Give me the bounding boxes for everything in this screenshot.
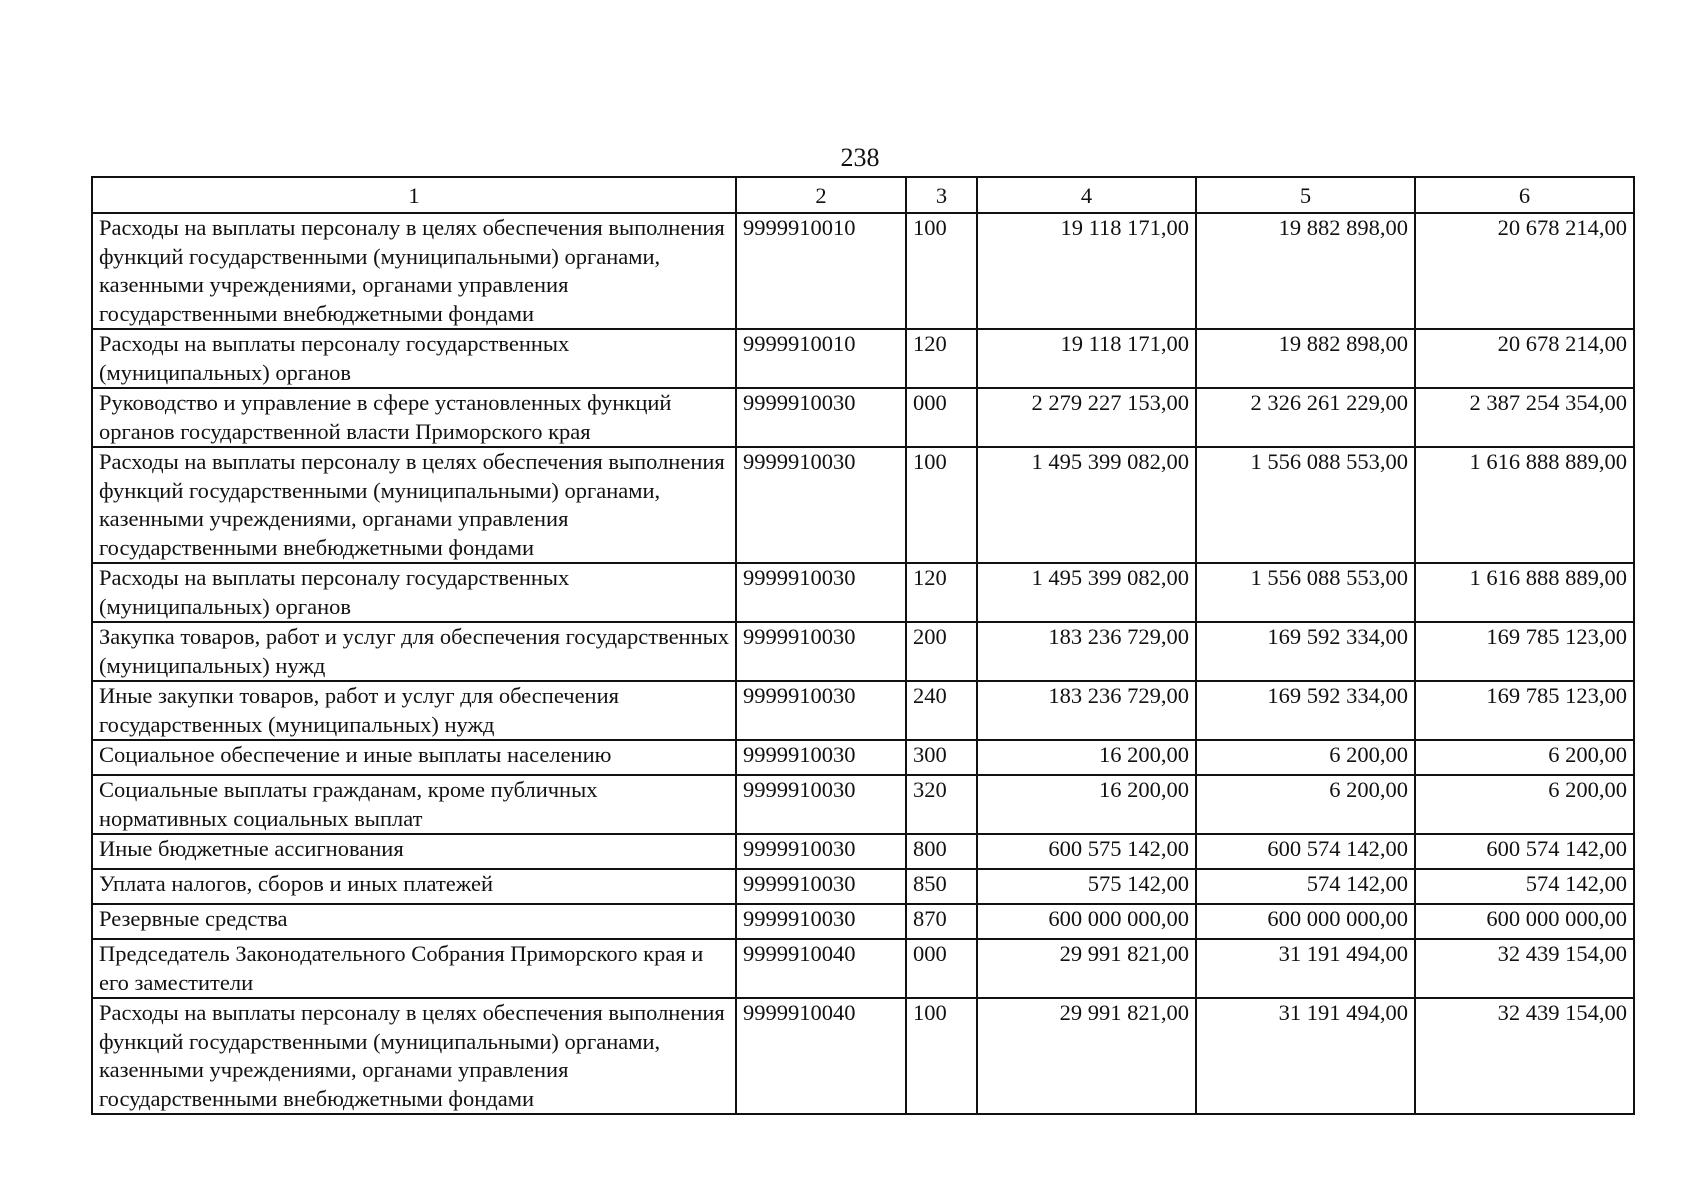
page-number: 238 <box>840 143 880 172</box>
expense-name-cell: Председатель Законодательного Собрания Приморского края и его заместители <box>92 939 736 998</box>
amount-year-1-cell: 600 000 000,00 <box>977 904 1196 939</box>
amount-year-3-cell: 600 000 000,00 <box>1415 904 1634 939</box>
target-code-cell: 9999910030 <box>736 447 906 563</box>
expense-name-cell: Уплата налогов, сборов и иных платежей <box>92 869 736 904</box>
expense-name-cell: Расходы на выплаты персоналу государственных (муниципальных) органов <box>92 563 736 622</box>
expense-name-cell: Расходы на выплаты персоналу в целях обеспечения выполнения функций государственными (муниципальными) органами, казенными учреждениями, органами управления государственными внебюджетными фондами <box>92 998 736 1114</box>
expense-name-cell: Иные бюджетные ассигнования <box>92 834 736 869</box>
amount-year-1-cell: 16 200,00 <box>977 775 1196 834</box>
table-header-row <box>92 177 1634 213</box>
target-code-cell: 9999910030 <box>736 563 906 622</box>
amount-year-2-cell: 169 592 334,00 <box>1196 681 1415 740</box>
amount-year-2-cell: 574 142,00 <box>1196 869 1415 904</box>
expense-name-cell: Социальное обеспечение и иные выплаты населению <box>92 740 736 775</box>
table-body <box>92 213 1634 1114</box>
target-code-cell: 9999910030 <box>736 681 906 740</box>
amount-year-1-cell: 29 991 821,00 <box>977 939 1196 998</box>
amount-year-3-cell: 6 200,00 <box>1415 740 1634 775</box>
amount-year-1-cell: 575 142,00 <box>977 869 1196 904</box>
expense-type-cell: 320 <box>906 775 977 834</box>
expense-name-cell: Социальные выплаты гражданам, кроме публичных нормативных социальных выплат <box>92 775 736 834</box>
table-row <box>92 998 1634 1114</box>
column-header-amount-3: 6 <box>1415 177 1634 213</box>
amount-year-1-cell: 183 236 729,00 <box>977 622 1196 681</box>
amount-year-1-cell: 600 575 142,00 <box>977 834 1196 869</box>
amount-year-2-cell: 600 000 000,00 <box>1196 904 1415 939</box>
expense-type-cell: 850 <box>906 869 977 904</box>
expense-type-cell: 100 <box>906 998 977 1114</box>
amount-year-3-cell: 169 785 123,00 <box>1415 622 1634 681</box>
expense-type-cell: 120 <box>906 329 977 388</box>
amount-year-2-cell: 31 191 494,00 <box>1196 998 1415 1114</box>
target-code-cell: 9999910030 <box>736 775 906 834</box>
column-header-amount-2: 5 <box>1196 177 1415 213</box>
table-row <box>92 388 1634 447</box>
amount-year-2-cell: 1 556 088 553,00 <box>1196 447 1415 563</box>
amount-year-3-cell: 169 785 123,00 <box>1415 681 1634 740</box>
target-code-cell: 9999910040 <box>736 998 906 1114</box>
target-code-cell: 9999910030 <box>736 834 906 869</box>
target-code-cell: 9999910010 <box>736 329 906 388</box>
amount-year-3-cell: 6 200,00 <box>1415 775 1634 834</box>
target-code-cell: 9999910030 <box>736 904 906 939</box>
expense-type-cell: 870 <box>906 904 977 939</box>
amount-year-3-cell: 1 616 888 889,00 <box>1415 563 1634 622</box>
amount-year-2-cell: 19 882 898,00 <box>1196 213 1415 329</box>
expense-name-cell: Закупка товаров, работ и услуг для обеспечения государственных (муниципальных) нужд <box>92 622 736 681</box>
table-row <box>92 775 1634 834</box>
amount-year-1-cell: 19 118 171,00 <box>977 213 1196 329</box>
amount-year-2-cell: 169 592 334,00 <box>1196 622 1415 681</box>
amount-year-3-cell: 20 678 214,00 <box>1415 213 1634 329</box>
amount-year-1-cell: 29 991 821,00 <box>977 998 1196 1114</box>
amount-year-2-cell: 600 574 142,00 <box>1196 834 1415 869</box>
table-row <box>92 834 1634 869</box>
amount-year-3-cell: 1 616 888 889,00 <box>1415 447 1634 563</box>
table-row <box>92 681 1634 740</box>
expense-type-cell: 800 <box>906 834 977 869</box>
amount-year-1-cell: 1 495 399 082,00 <box>977 447 1196 563</box>
table-row <box>92 869 1634 904</box>
expense-type-cell: 120 <box>906 563 977 622</box>
table-row <box>92 563 1634 622</box>
expense-name-cell: Расходы на выплаты персоналу государственных (муниципальных) органов <box>92 329 736 388</box>
amount-year-3-cell: 32 439 154,00 <box>1415 998 1634 1114</box>
amount-year-1-cell: 1 495 399 082,00 <box>977 563 1196 622</box>
expense-name-cell: Руководство и управление в сфере установленных функций органов государственной власти Приморского края <box>92 388 736 447</box>
target-code-cell: 9999910010 <box>736 213 906 329</box>
target-code-cell: 9999910030 <box>736 740 906 775</box>
amount-year-3-cell: 600 574 142,00 <box>1415 834 1634 869</box>
expense-type-cell: 200 <box>906 622 977 681</box>
amount-year-3-cell: 32 439 154,00 <box>1415 939 1634 998</box>
target-code-cell: 9999910030 <box>736 622 906 681</box>
table-row <box>92 740 1634 775</box>
amount-year-2-cell: 19 882 898,00 <box>1196 329 1415 388</box>
amount-year-1-cell: 16 200,00 <box>977 740 1196 775</box>
table-row <box>92 939 1634 998</box>
column-header-name: 1 <box>92 177 736 213</box>
expense-type-cell: 100 <box>906 447 977 563</box>
amount-year-3-cell: 574 142,00 <box>1415 869 1634 904</box>
expense-type-cell: 240 <box>906 681 977 740</box>
table-row <box>92 447 1634 563</box>
target-code-cell: 9999910030 <box>736 869 906 904</box>
target-code-cell: 9999910040 <box>736 939 906 998</box>
amount-year-2-cell: 1 556 088 553,00 <box>1196 563 1415 622</box>
column-header-type: 3 <box>906 177 977 213</box>
column-header-code: 2 <box>736 177 906 213</box>
target-code-cell: 9999910030 <box>736 388 906 447</box>
amount-year-3-cell: 20 678 214,00 <box>1415 329 1634 388</box>
amount-year-1-cell: 19 118 171,00 <box>977 329 1196 388</box>
amount-year-2-cell: 2 326 261 229,00 <box>1196 388 1415 447</box>
expense-name-cell: Резервные средства <box>92 904 736 939</box>
amount-year-2-cell: 31 191 494,00 <box>1196 939 1415 998</box>
column-header-amount-1: 4 <box>977 177 1196 213</box>
expense-type-cell: 000 <box>906 388 977 447</box>
expense-type-cell: 100 <box>906 213 977 329</box>
amount-year-2-cell: 6 200,00 <box>1196 775 1415 834</box>
expense-type-cell: 000 <box>906 939 977 998</box>
table-row <box>92 622 1634 681</box>
budget-table <box>91 176 1635 1115</box>
amount-year-3-cell: 2 387 254 354,00 <box>1415 388 1634 447</box>
table-row <box>92 329 1634 388</box>
expense-type-cell: 300 <box>906 740 977 775</box>
expense-name-cell: Расходы на выплаты персоналу в целях обеспечения выполнения функций государственными (муниципальными) органами, казенными учреждениями, органами управления государственными внебюджетными фондами <box>92 213 736 329</box>
expense-name-cell: Расходы на выплаты персоналу в целях обеспечения выполнения функций государственными (муниципальными) органами, казенными учреждениями, органами управления государственными внебюджетными фондами <box>92 447 736 563</box>
table-row <box>92 213 1634 329</box>
expense-name-cell: Иные закупки товаров, работ и услуг для обеспечения государственных (муниципальных) нужд <box>92 681 736 740</box>
amount-year-1-cell: 2 279 227 153,00 <box>977 388 1196 447</box>
amount-year-2-cell: 6 200,00 <box>1196 740 1415 775</box>
amount-year-1-cell: 183 236 729,00 <box>977 681 1196 740</box>
table-row <box>92 904 1634 939</box>
